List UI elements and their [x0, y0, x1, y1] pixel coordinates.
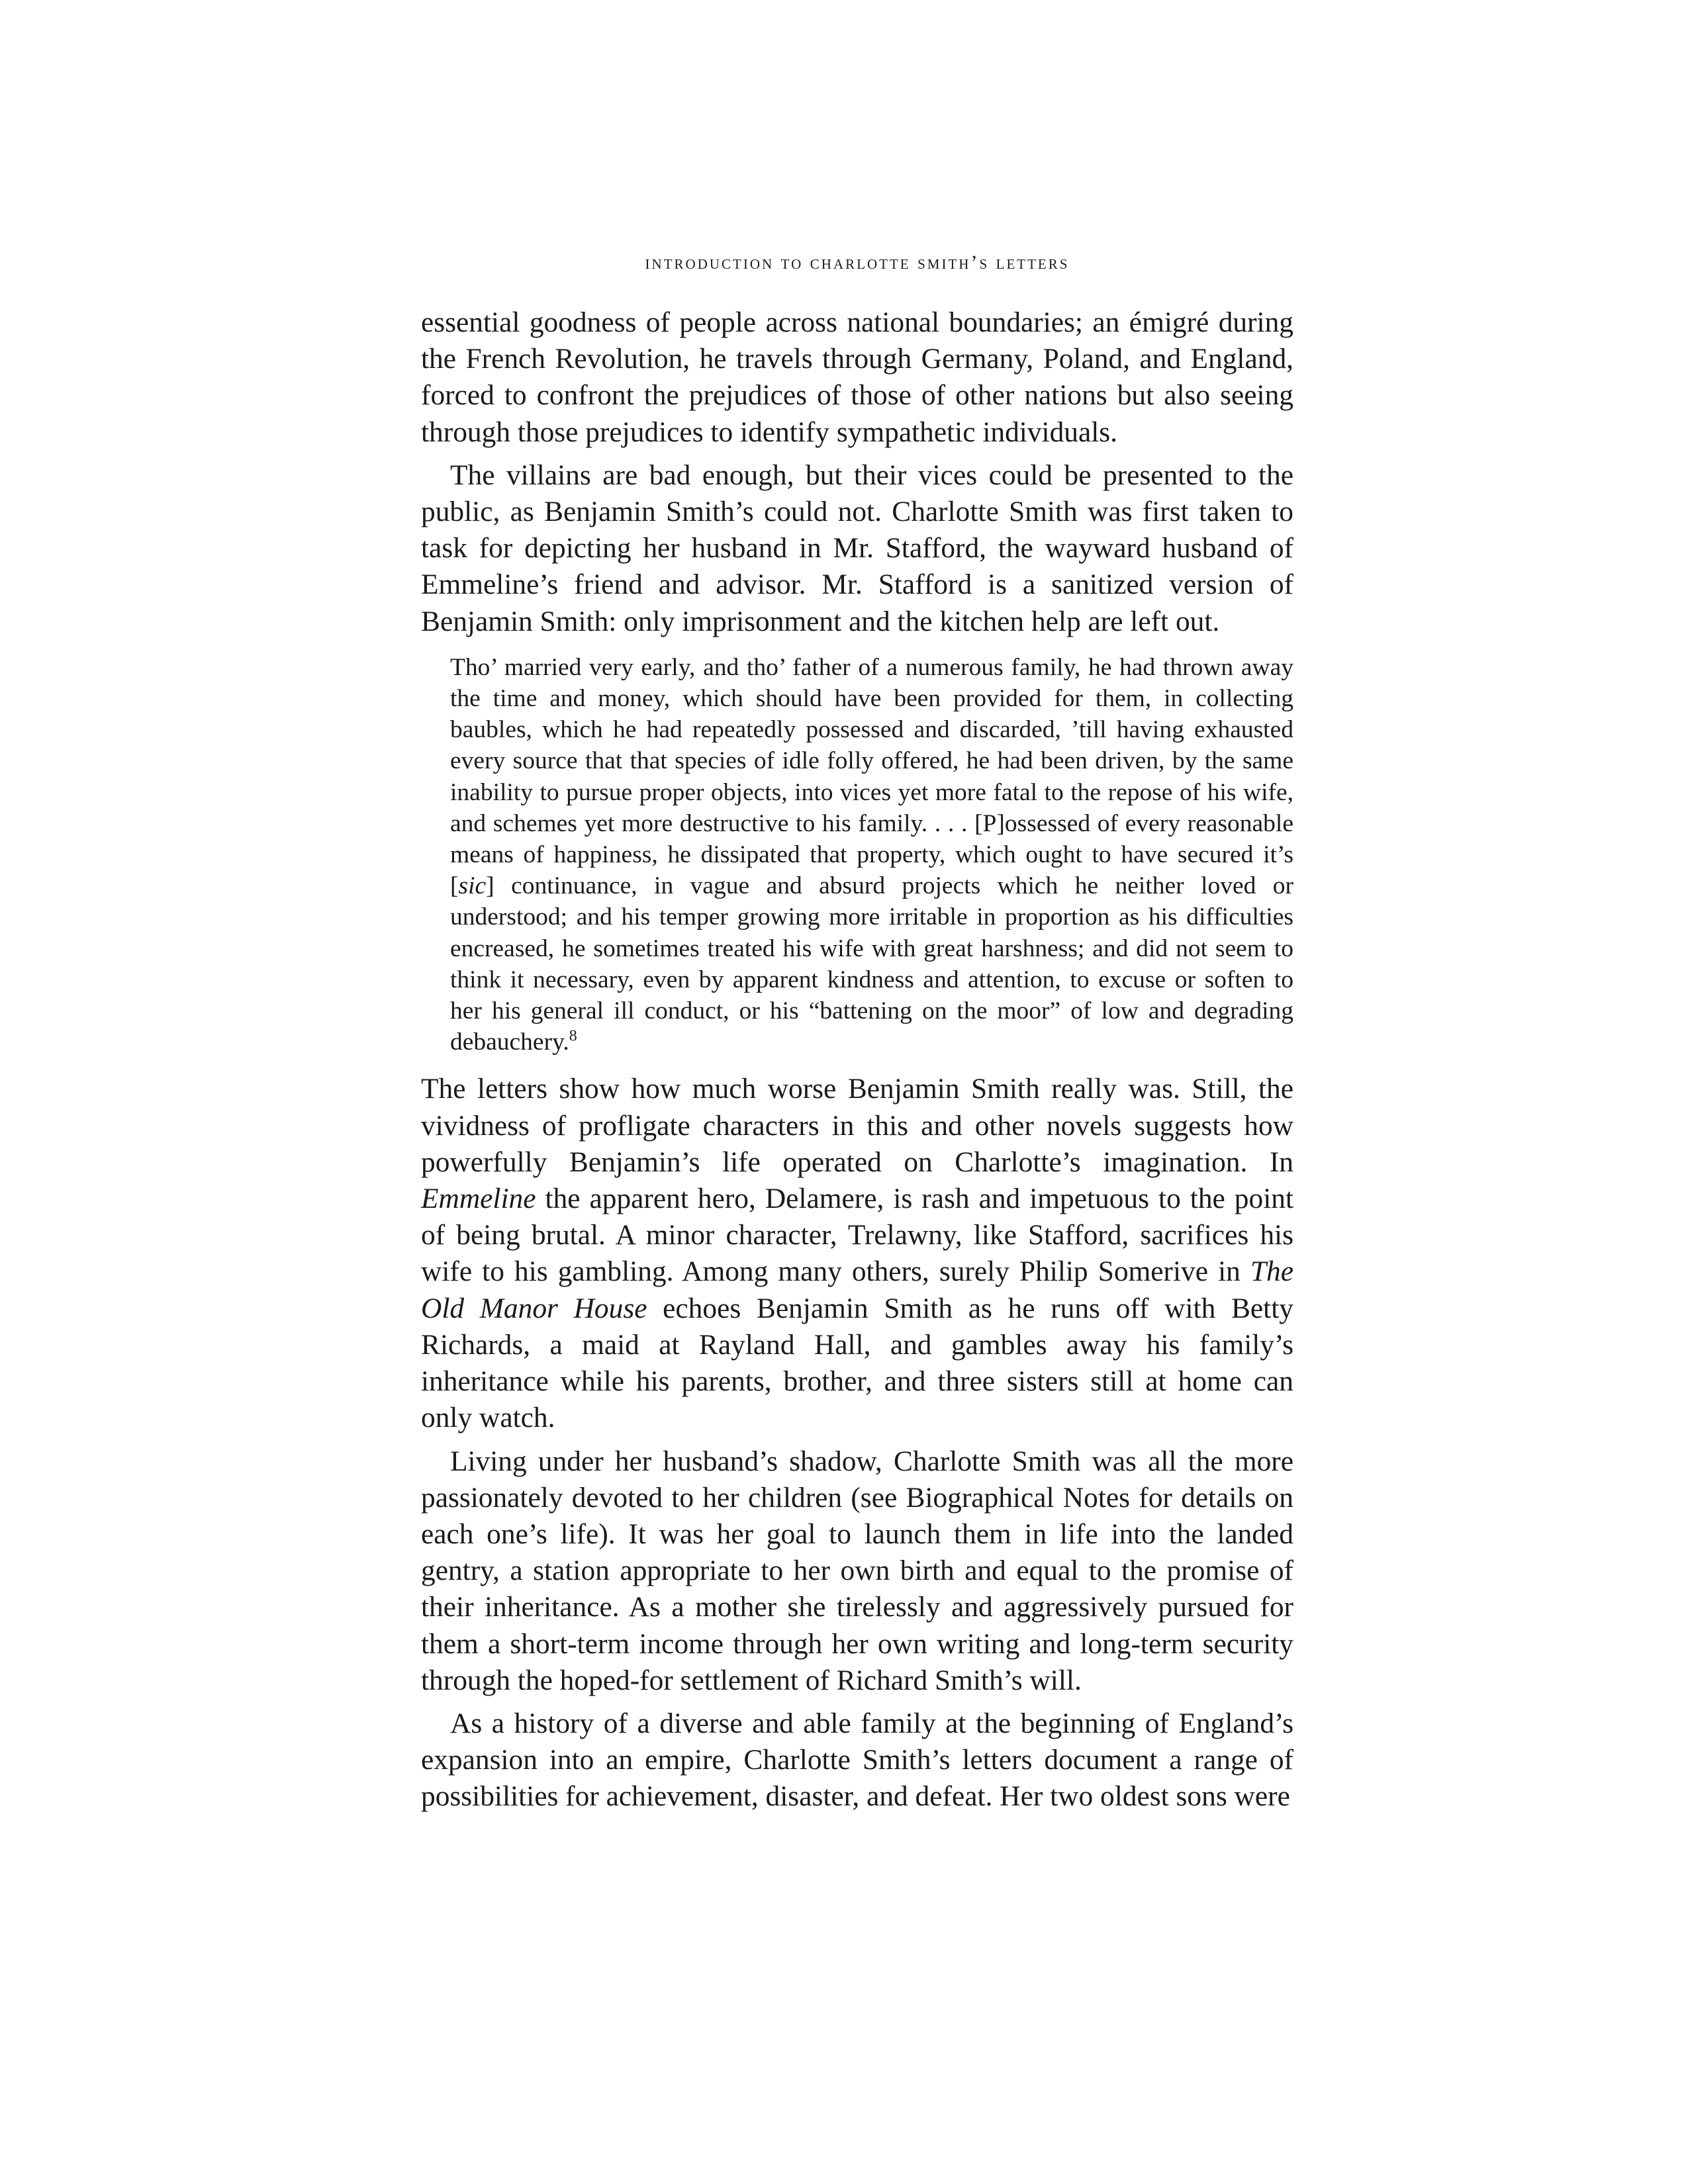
paragraph-5: As a history of a diverse and able family at the beginning of England’s expansion into an empire, Charlotte Smith’s letters document a range of possibilities for achievement, disaster, and defeat. Her two oldest sons were [421, 1707, 1293, 1813]
block-quote [450, 652, 1293, 1058]
quote-sic: sic [458, 872, 487, 900]
running-head: introduction to charlotte smith’s letters [645, 251, 1070, 273]
novel-title-emmeline: Emmeline [421, 1183, 536, 1215]
quote-text-part-1: Tho’ married very early, and tho’ father of a numerous family, he had thrown away the time and money, which should have been provided for them, in collecting baubles, which he had repeatedly possessed and discarded, ’till having exhausted every source that that species of idle folly offered, he had been driven, by the same inability to pursue proper objects, into vices yet more fatal to the repose of his wife, and schemes yet more destructive to his family. . . . [P]ossessed of every reasonable means of happiness, he dissipated that property, which ought to have secured it’s [ [450, 653, 1293, 900]
paragraph-2: The villains are bad enough, but their vices could be presented to the public, as Benjamin Smith’s could not. Charlotte Smith was first taken to task for depicting her husband in Mr. Stafford, the wayward husband of Emmeline’s friend and advisor. Mr. Stafford is a sanitized version of Benjamin Smith: only imprisonment and the kitchen help are left out. [421, 459, 1293, 637]
paragraph-3 [421, 1071, 1293, 1436]
paragraph-3-text-3: echoes Benjamin Smith as he runs off with Betty Richards, a maid at Rayland Hall, and gambles away his family’s inheritance while his parents, brother, and three sisters still at home can only watch. [421, 1292, 1293, 1434]
paragraph-1: essential goodness of people across national boundaries; an émigré during the French Revolution, he travels through Germany, Poland, and England, forced to confront the prejudices of those of other nations but also seeing through those prejudices to identify sympathetic individuals. [421, 306, 1293, 448]
novel-title-old-manor-house: The Old Manor House [421, 1255, 1293, 1324]
paragraph-3-text-2: the apparent hero, Delamere, is rash and impetuous to the point of being brutal. A minor character, Trelawny, like Stafford, sacrifices his wife to his gambling. Among many others, surely Philip Somerive in [421, 1183, 1293, 1288]
quote-text-part-2: ] continuance, in vague and absurd projects which he neither loved or understood; and his temper growing more irritable in proportion as his difficulties encreased, he sometimes treated his wife with great harshness; and did not seem to think it necessary, even by apparent kindness and attention, to excuse or soften to her his general ill conduct, or his “battening on the moor” of low and degrading debauchery. [450, 872, 1293, 1056]
footnote-marker: 8 [569, 1027, 577, 1045]
paragraph-4: Living under her husband’s shadow, Charlotte Smith was all the more passionately devoted to her children (see Biographical Notes for details on each one’s life). It was her goal to launch them in life into the landed gentry, a station appropriate to her own birth and equal to the promise of their inheritance. As a mother she tirelessly and aggressively pursued for them a short-term income through her own writing and long-term security through the hoped-for settlement of Richard Smith’s will. [421, 1445, 1293, 1696]
body-text [421, 304, 1293, 1815]
paragraph-3-text-1: The letters show how much worse Benjamin Smith really was. Still, the vividness of profligate characters in this and other novels suggests how powerfully Benjamin’s life operated on Charlotte’s imagination. In [421, 1073, 1293, 1178]
